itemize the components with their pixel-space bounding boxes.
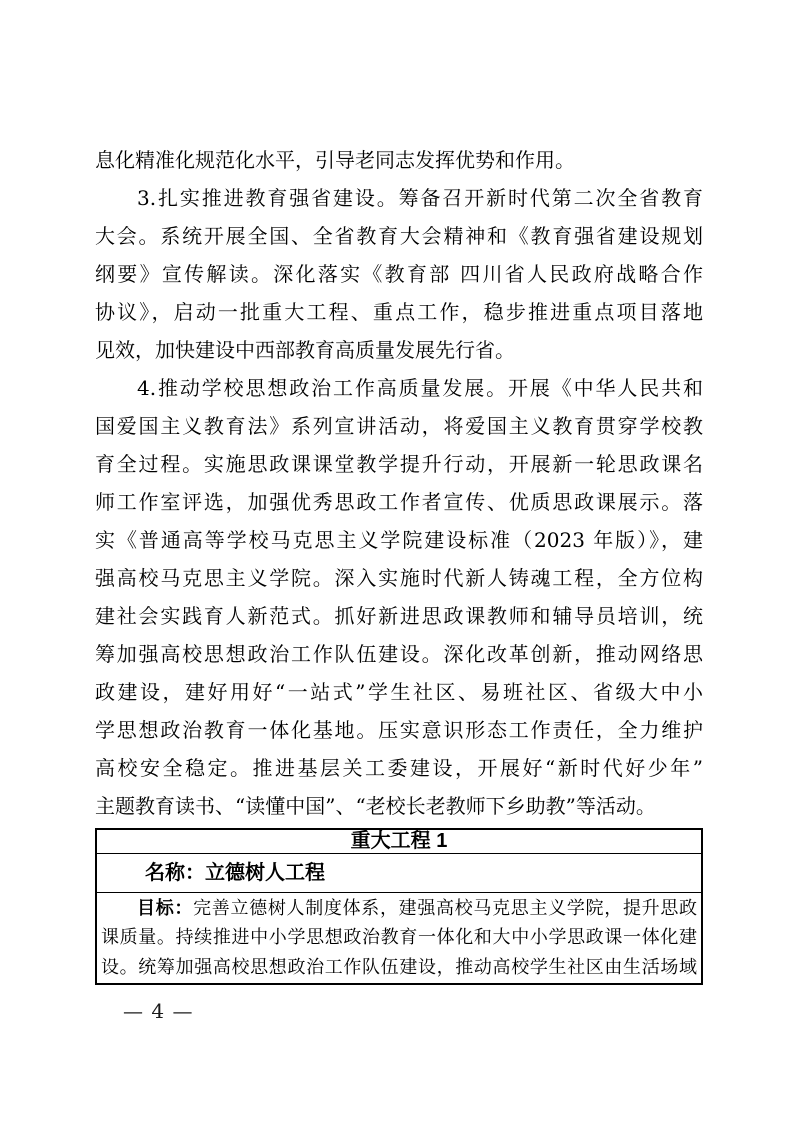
name-label: 名称： — [145, 862, 205, 884]
body-line: 筹加强高校思想政治工作队伍建设。深化改革创新，推动网络思 — [95, 642, 703, 666]
body-line: 主题教育读书、“读懂中国”、“老校长老教师下乡助教”等活动。 — [95, 794, 656, 818]
name-value: 立德树人工程 — [205, 862, 325, 884]
goal-label: 目标： — [137, 898, 194, 918]
body-text — [95, 141, 703, 825]
body-line: 息化精准化规范化水平，引导老同志发挥优势和作用。 — [95, 148, 575, 172]
body-line: 纲要》宣传解读。深化落实《教育部 四川省人民政府战略合作 — [95, 262, 703, 286]
table-title: 重大工程 1 — [97, 830, 701, 854]
body-line: 3.扎实推进教育强省建设。筹备召开新时代第二次全省教育 — [137, 186, 703, 210]
table-goal-cell — [97, 893, 701, 983]
body-line: 实《普通高等学校马克思主义学院建设标准（2023 年版）》，建 — [95, 528, 703, 552]
body-line: 建社会实践育人新范式。抓好新进思政课教师和辅导员培训，统 — [95, 604, 703, 628]
body-line: 4.推动学校思想政治工作高质量发展。开展《中华人民共和 — [137, 376, 703, 400]
body-line: 政建设，建好用好“一站式”学生社区、易班社区、省级大中小 — [95, 680, 703, 704]
body-line: 育全过程。实施思政课课堂教学提升行动，开展新一轮思政课名 — [95, 452, 703, 476]
body-line: 师工作室评选，加强优秀思政工作者宣传、优质思政课展示。落 — [95, 490, 703, 514]
goal-line: 课质量。持续推进中小学思想政治教育一体化和大中小学思政课一体化建 — [101, 927, 697, 948]
major-project-table — [95, 828, 703, 985]
body-line: 高校安全稳定。推进基层关工委建设，开展好“新时代好少年” — [95, 756, 703, 780]
body-line: 强高校马克思主义学院。深入实施时代新人铸魂工程，全方位构 — [95, 566, 703, 590]
goal-line: 设。统筹加强高校思想政治工作队伍建设，推动高校学生社区由生活场域 — [101, 957, 697, 978]
body-line: 协议》，启动一批重大工程、重点工作，稳步推进重点项目落地 — [95, 300, 703, 324]
body-line: 学思想政治教育一体化基地。压实意识形态工作责任，全力维护 — [95, 718, 703, 742]
table-name-row — [97, 854, 701, 893]
body-line: 国爱国主义教育法》系列宣讲活动，将爱国主义教育贯穿学校教 — [95, 414, 703, 438]
goal-line: 目标：完善立德树人制度体系，建强高校马克思主义学院，提升思政 — [137, 898, 697, 919]
page-number: — 4 — — [123, 999, 194, 1023]
body-line: 见效，加快建设中西部教育高质量发展先行省。 — [95, 338, 515, 362]
body-line: 大会。系统开展全国、全省教育大会精神和《教育强省建设规划 — [95, 224, 703, 248]
